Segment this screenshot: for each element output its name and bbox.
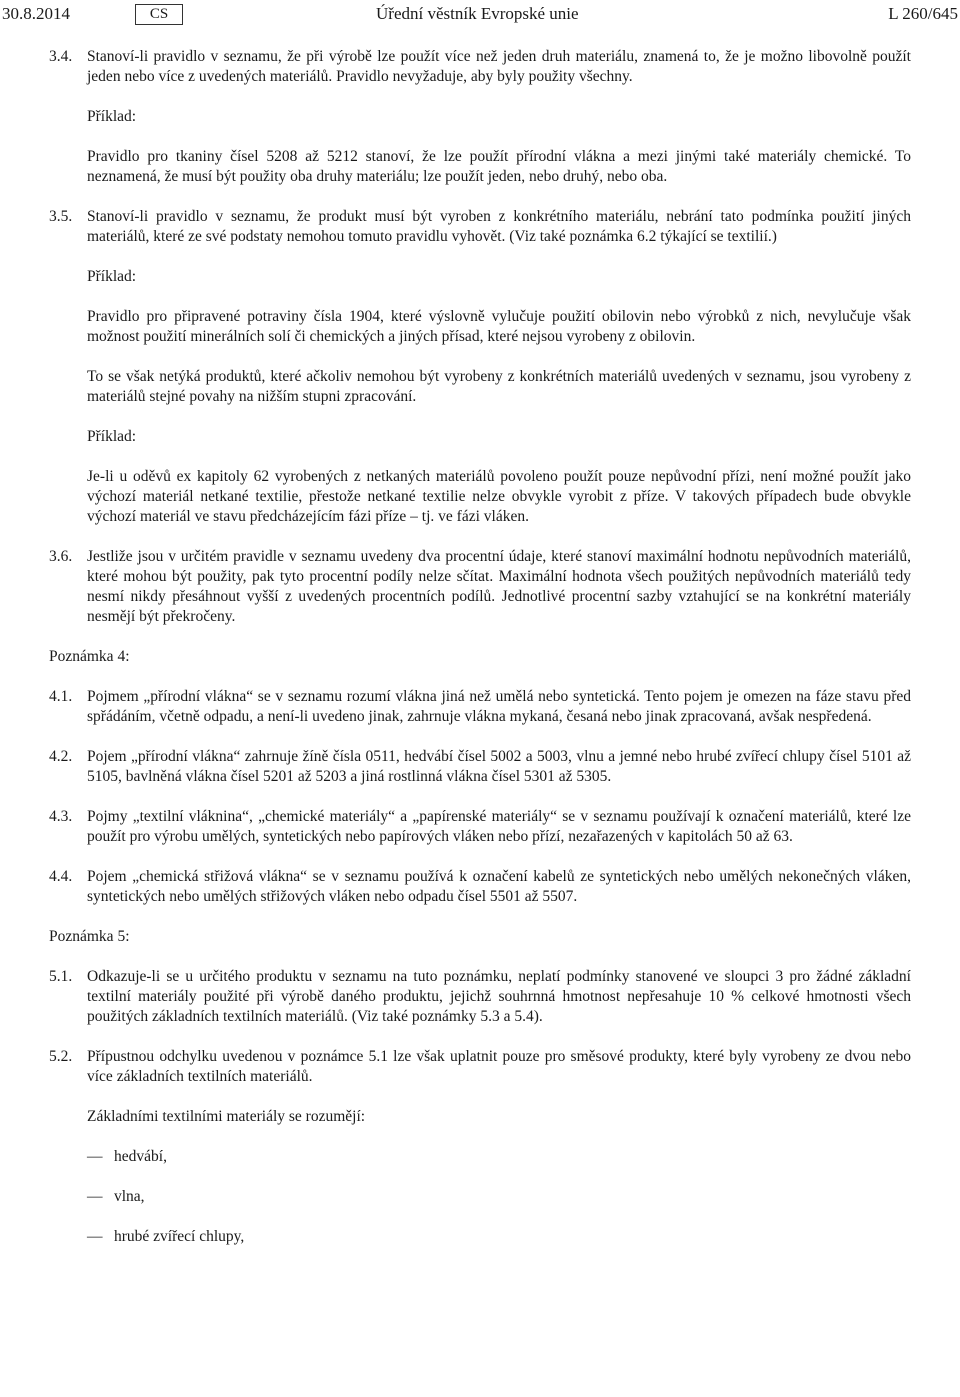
paragraph-text: Pojem „přírodní vlákna“ zahrnuje žíně čísla 0511, hedvábí čísel 5002 a 5003, vlnu a jemné nebo hrubé zvířecí chlupy čísel 5101 až 5105, bavlněná vlákna čísel 5201 až 5203 a jiná rostlinná vlákna čísel 5301 až 5305. — [87, 748, 911, 785]
paragraph-5-1 — [49, 967, 911, 1027]
list-intro: Základními textilními materiály se rozumějí: — [87, 1108, 366, 1125]
paragraph-text: To se však netýká produktů, které ačkoliv nemohou být vyrobeny z konkrétních materiálů uvedených v seznamu, jsou vyrobeny z materiálů stejné povahy na nižším stupni zpracování. — [87, 368, 911, 405]
paragraph-3-4 — [49, 47, 911, 87]
dash-bullet: — — [87, 1188, 103, 1205]
list-item-text: hrubé zvířecí chlupy, — [114, 1228, 245, 1245]
paragraph-number: 5.2. — [49, 1048, 73, 1065]
document-body — [49, 47, 911, 1267]
example-label: Příklad: — [87, 268, 137, 285]
paragraph-number: 4.4. — [49, 868, 73, 885]
list-item — [87, 1227, 911, 1247]
paragraph-4-2 — [49, 747, 911, 787]
dash-bullet: — — [87, 1228, 103, 1245]
paragraph-text: Přípustnou odchylku uvedenou v poznámce 5.1 lze však uplatnit pouze pro směsové produkty, které byly vyrobeny ze dvou nebo více základních textilních materiálů. — [87, 1048, 911, 1085]
example-label: Příklad: — [87, 108, 137, 125]
paragraph-number: 5.1. — [49, 968, 73, 985]
list-item — [87, 1187, 911, 1207]
paragraph-text: Odkazuje-li se u určitého produktu v seznamu na tuto poznámku, neplatí podmínky stanovené ve sloupci 3 pro žádné základní textilní materiály použité při výrobě daného produktu, jejichž souhrnná hmotnost nepřesahuje 10 % celkové hmotnosti všech použitých základních textilních materiálů. (Viz také poznámky 5.3 a 5.4). — [87, 968, 911, 1025]
paragraph-5-2 — [49, 1047, 911, 1087]
list-item-text: hedvábí, — [114, 1148, 167, 1165]
list-item — [87, 1147, 911, 1167]
paragraph-number: 4.3. — [49, 808, 73, 825]
example-text: Pravidlo pro tkaniny čísel 5208 až 5212 stanoví, že lze použít přírodní vlákna a mezi jinými také materiály chemické. To neznamená, že musí být použity oba druhy materiálu; lze použít jeden, nebo druhý, nebo oba. — [87, 148, 911, 185]
note-5-heading: Poznámka 5: — [49, 928, 130, 945]
paragraph-text: Pojmem „přírodní vlákna“ se v seznamu rozumí vlákna jiná než umělá nebo syntetická. Tento pojem je omezen na fáze stavu před spřádáním, včetně odpadu, a není-li uvedeno jinak, zahrnuje vlákna mykaná, česaná nebo jinak zpracovaná, avšak nespředená. — [87, 688, 911, 725]
paragraph-number: 4.1. — [49, 688, 73, 705]
paragraph-text: Jestliže jsou v určitém pravidle v seznamu uvedeny dva procentní údaje, které stanoví maximální hodnotu nepůvodních materiálů, které mohou být použity, pak tyto procentní podíly nelze sčítat. Maximální hodnota všech použitých nepůvodních materiálů tedy nesmí nikdy přesáhnout vyšší z uvedených procentních podílů. Jednotlivé procentní sazby vztahující se na konkrétní materiály nesmějí být překročeny. — [87, 548, 911, 625]
example-text: Je-li u oděvů ex kapitoly 62 vyrobených z netkaných materiálů povoleno použít pouze nepůvodní přízi, není možné použít jako výchozí materiál netkané textilie, přestože netkané textilie nelze obvykle vyrobit z příze. V takových případech bude obvykle výchozí materiál ve stavu předcházejícím fázi příze – tj. ve fázi vláken. — [87, 468, 911, 525]
publication-date: 30.8.2014 — [2, 4, 70, 23]
paragraph-number: 3.4. — [49, 48, 73, 65]
paragraph-text: Pojmy „textilní vláknina“, „chemické materiály“ a „papírenské materiály“ se v seznamu používají k označení materiálů, které lze použít pro výrobu umělých, syntetických nebo papírových vláken nebo přízí, nezařazených v kapitolách 50 až 63. — [87, 808, 911, 845]
paragraph-number: 3.5. — [49, 208, 73, 225]
dash-bullet: — — [87, 1148, 103, 1165]
paragraph-3-5 — [49, 207, 911, 247]
example-text: Pravidlo pro připravené potraviny čísla 1904, které výslovně vylučuje použití obilovin nebo výrobků z nich, nevylučuje však možnost použití minerálních solí či chemických a jiných přísad, které nejsou vyrobeny z obilovin. — [87, 308, 911, 345]
paragraph-number: 3.6. — [49, 548, 73, 565]
paragraph-3-6 — [49, 547, 911, 627]
note-4-heading: Poznámka 4: — [49, 648, 130, 665]
journal-title: Úřední věstník Evropské unie — [376, 4, 579, 23]
paragraph-number: 4.2. — [49, 748, 73, 765]
page-header — [0, 4, 960, 26]
paragraph-text: Stanoví-li pravidlo v seznamu, že při výrobě lze použít více než jeden druh materiálu, znamená to, že je možno libovolně použít jeden nebo více z uvedených materiálů. Pravidlo nevyžaduje, aby byly použity všechny. — [87, 48, 911, 85]
paragraph-text: Pojem „chemická střižová vlákna“ se v seznamu používá k označení kabelů ze syntetických nebo umělých nekonečných vláken, syntetických nebo umělých střižových vláken nebo odpadu čísel 5501 až 5507. — [87, 868, 911, 905]
list-item-text: vlna, — [114, 1188, 145, 1205]
example-label: Příklad: — [87, 428, 137, 445]
paragraph-text: Stanoví-li pravidlo v seznamu, že produkt musí být vyroben z konkrétního materiálu, nebrání tato podmínka použití jiných materiálů, které ze své podstaty nemohou tomuto pravidlu vyhovět. (Viz také poznámka 6.2 týkající se textilií.) — [87, 208, 911, 245]
page-reference: L 260/645 — [888, 4, 958, 23]
paragraph-4-3 — [49, 807, 911, 847]
language-badge: CS — [135, 4, 183, 25]
paragraph-4-1 — [49, 687, 911, 727]
paragraph-4-4 — [49, 867, 911, 907]
